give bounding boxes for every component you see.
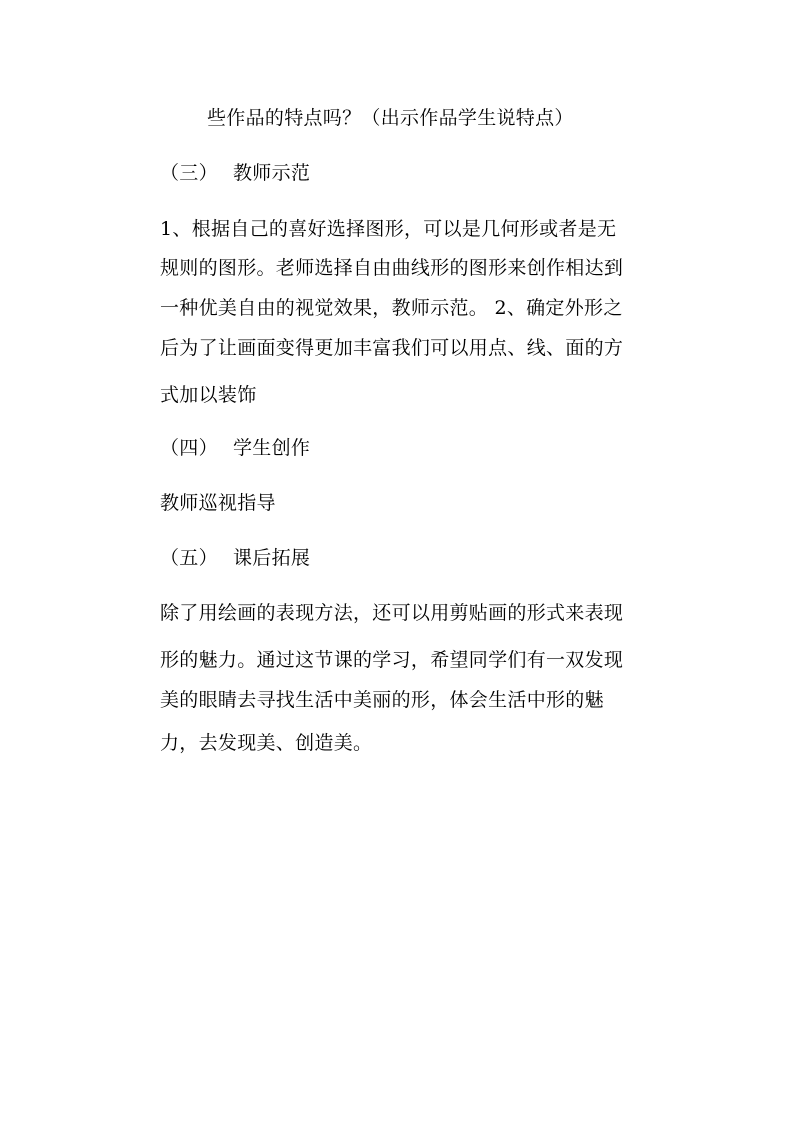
section-5-body-line-2: 形的魅力。通过这节课的学习，希望同学们有一双发现 xyxy=(160,649,624,671)
section-4-heading xyxy=(160,436,310,460)
section-5-body-line-3: 美的眼睛去寻找生活中美丽的形，体会生活中形的魅 xyxy=(160,689,604,711)
section-3-body-line-4: 后为了让画面变得更加丰富我们可以用点、线、面的方 xyxy=(160,337,624,359)
section-4-title: 学生创作 xyxy=(233,437,311,459)
section-3-body-line-5: 式加以装饰 xyxy=(160,384,257,406)
continuation-line: 些作品的特点吗？（出示作品学生说特点） xyxy=(207,107,574,129)
section-3-title: 教师示范 xyxy=(233,162,311,184)
section-5-title: 课后拓展 xyxy=(233,547,311,569)
section-3-heading xyxy=(160,161,310,185)
section-3-body-line-1: 1、根据自己的喜好选择图形，可以是几何形或者是无 xyxy=(160,218,617,240)
section-3-body-line-3: 一种优美自由的视觉效果，教师示范。 2、确定外形之 xyxy=(160,297,623,319)
section-3-number: （三） xyxy=(160,162,218,184)
section-5-body-line-1: 除了用绘画的表现方法，还可以用剪贴画的形式来表现 xyxy=(160,602,624,624)
section-5-heading xyxy=(160,546,310,570)
section-5-body-line-4: 力，去发现美、创造美。 xyxy=(160,732,373,754)
section-4-body: 教师巡视指导 xyxy=(160,492,276,514)
section-4-number: （四） xyxy=(160,437,218,459)
section-5-number: （五） xyxy=(160,547,218,569)
section-3-body-line-2: 规则的图形。老师选择自由曲线形的图形来创作相达到 xyxy=(160,257,624,279)
